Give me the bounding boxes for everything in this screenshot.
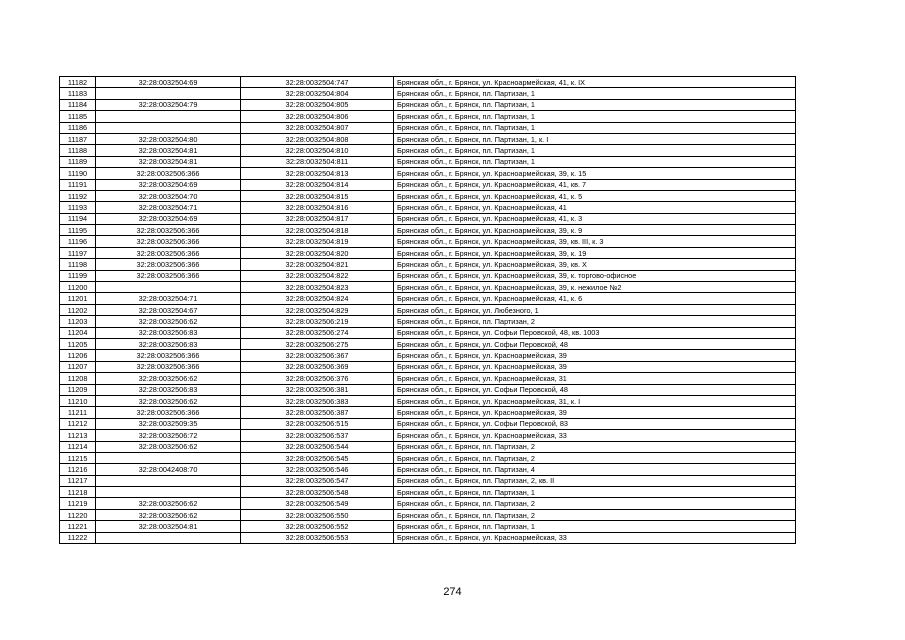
row-number-cell: 11198	[60, 259, 96, 270]
address-cell: Брянская обл., г. Брянск, ул. Красноармейская, 39, к. нежилое №2	[394, 282, 796, 293]
address-cell: Брянская обл., г. Брянск, ул. Софьи Перовской, 83	[394, 418, 796, 429]
address-cell: Брянская обл., г. Брянск, ул. Софьи Перовской, 48, кв. 1003	[394, 327, 796, 338]
address-cell: Брянская обл., г. Брянск, ул. Красноармейская, 39	[394, 407, 796, 418]
object-cadastral-number-cell: 32:28:0032506:546	[241, 464, 394, 475]
parcel-cadastral-number-cell: 32:28:0032504:81	[96, 521, 241, 532]
address-cell: Брянская обл., г. Брянск, пл. Партизан, 2, кв. II	[394, 475, 796, 486]
object-cadastral-number-cell: 32:28:0032504:747	[241, 77, 394, 88]
object-cadastral-number-cell: 32:28:0032504:823	[241, 282, 394, 293]
table-row	[60, 236, 796, 247]
address-cell: Брянская обл., г. Брянск, пл. Партизан, 4	[394, 464, 796, 475]
address-cell: Брянская обл., г. Брянск, ул. Красноармейская, 31	[394, 373, 796, 384]
parcel-cadastral-number-cell: 32:28:0042408:70	[96, 464, 241, 475]
row-number-cell: 11195	[60, 225, 96, 236]
object-cadastral-number-cell: 32:28:0032506:367	[241, 350, 394, 361]
parcel-cadastral-number-cell: 32:28:0032506:366	[96, 247, 241, 258]
row-number-cell: 11189	[60, 156, 96, 167]
table-row	[60, 122, 796, 133]
row-number-cell: 11212	[60, 418, 96, 429]
table-row	[60, 88, 796, 99]
object-cadastral-number-cell: 32:28:0032506:275	[241, 338, 394, 349]
object-cadastral-number-cell: 32:28:0032504:804	[241, 88, 394, 99]
object-cadastral-number-cell: 32:28:0032504:816	[241, 202, 394, 213]
parcel-cadastral-number-cell: 32:28:0032504:80	[96, 133, 241, 144]
address-cell: Брянская обл., г. Брянск, пл. Партизан, 1	[394, 99, 796, 110]
parcel-cadastral-number-cell	[96, 282, 241, 293]
address-cell: Брянская обл., г. Брянск, ул. Красноармейская, 39, к. 15	[394, 168, 796, 179]
parcel-cadastral-number-cell	[96, 88, 241, 99]
address-cell: Брянская обл., г. Брянск, ул. Красноармейская, 39, к. 9	[394, 225, 796, 236]
parcel-cadastral-number-cell: 32:28:0032506:62	[96, 509, 241, 520]
table-row	[60, 327, 796, 338]
object-cadastral-number-cell: 32:28:0032504:811	[241, 156, 394, 167]
address-cell: Брянская обл., г. Брянск, ул. Красноармейская, 41, кв. 7	[394, 179, 796, 190]
address-cell: Брянская обл., г. Брянск, ул. Красноармейская, 39	[394, 350, 796, 361]
row-number-cell: 11187	[60, 133, 96, 144]
row-number-cell: 11219	[60, 498, 96, 509]
address-cell: Брянская обл., г. Брянск, ул. Красноармейская, 39, к. 19	[394, 247, 796, 258]
table-row	[60, 418, 796, 429]
row-number-cell: 11186	[60, 122, 96, 133]
row-number-cell: 11203	[60, 316, 96, 327]
row-number-cell: 11182	[60, 77, 96, 88]
parcel-cadastral-number-cell: 32:28:0032506:62	[96, 395, 241, 406]
object-cadastral-number-cell: 32:28:0032506:219	[241, 316, 394, 327]
parcel-cadastral-number-cell: 32:28:0032506:366	[96, 259, 241, 270]
row-number-cell: 11194	[60, 213, 96, 224]
parcel-cadastral-number-cell: 32:28:0032504:69	[96, 179, 241, 190]
table-body	[60, 77, 796, 544]
parcel-cadastral-number-cell: 32:28:0032506:366	[96, 236, 241, 247]
table-row	[60, 213, 796, 224]
object-cadastral-number-cell: 32:28:0032504:821	[241, 259, 394, 270]
table-row	[60, 521, 796, 532]
object-cadastral-number-cell: 32:28:0032504:805	[241, 99, 394, 110]
row-number-cell: 11213	[60, 430, 96, 441]
parcel-cadastral-number-cell: 32:28:0032504:71	[96, 202, 241, 213]
object-cadastral-number-cell: 32:28:0032504:806	[241, 111, 394, 122]
object-cadastral-number-cell: 32:28:0032506:545	[241, 452, 394, 463]
object-cadastral-number-cell: 32:28:0032504:807	[241, 122, 394, 133]
address-cell: Брянская обл., г. Брянск, пл. Партизан, 2	[394, 316, 796, 327]
parcel-cadastral-number-cell: 32:28:0032504:67	[96, 304, 241, 315]
object-cadastral-number-cell: 32:28:0032504:810	[241, 145, 394, 156]
object-cadastral-number-cell: 32:28:0032506:553	[241, 532, 394, 543]
table-row	[60, 168, 796, 179]
row-number-cell: 11207	[60, 361, 96, 372]
row-number-cell: 11209	[60, 384, 96, 395]
object-cadastral-number-cell: 32:28:0032506:515	[241, 418, 394, 429]
object-cadastral-number-cell: 32:28:0032506:369	[241, 361, 394, 372]
parcel-cadastral-number-cell: 32:28:0032506:83	[96, 338, 241, 349]
parcel-cadastral-number-cell: 32:28:0032504:69	[96, 213, 241, 224]
row-number-cell: 11208	[60, 373, 96, 384]
address-cell: Брянская обл., г. Брянск, ул. Красноармейская, 33	[394, 532, 796, 543]
parcel-cadastral-number-cell: 32:28:0032504:79	[96, 99, 241, 110]
parcel-cadastral-number-cell: 32:28:0032504:81	[96, 156, 241, 167]
parcel-cadastral-number-cell: 32:28:0032506:62	[96, 441, 241, 452]
table-row	[60, 509, 796, 520]
row-number-cell: 11210	[60, 395, 96, 406]
table-row	[60, 304, 796, 315]
parcel-cadastral-number-cell: 32:28:0032506:72	[96, 430, 241, 441]
table-row	[60, 384, 796, 395]
parcel-cadastral-number-cell	[96, 487, 241, 498]
row-number-cell: 11214	[60, 441, 96, 452]
address-cell: Брянская обл., г. Брянск, пл. Партизан, 1	[394, 145, 796, 156]
row-number-cell: 11196	[60, 236, 96, 247]
table-row	[60, 202, 796, 213]
object-cadastral-number-cell: 32:28:0032504:820	[241, 247, 394, 258]
parcel-cadastral-number-cell	[96, 452, 241, 463]
address-cell: Брянская обл., г. Брянск, пл. Партизан, 2	[394, 441, 796, 452]
address-cell: Брянская обл., г. Брянск, пл. Партизан, 2	[394, 509, 796, 520]
table-row	[60, 464, 796, 475]
table-row	[60, 395, 796, 406]
object-cadastral-number-cell: 32:28:0032504:815	[241, 190, 394, 201]
object-cadastral-number-cell: 32:28:0032506:383	[241, 395, 394, 406]
table-row	[60, 430, 796, 441]
row-number-cell: 11188	[60, 145, 96, 156]
cadastral-table	[59, 76, 796, 544]
table-row	[60, 316, 796, 327]
object-cadastral-number-cell: 32:28:0032506:547	[241, 475, 394, 486]
row-number-cell: 11199	[60, 270, 96, 281]
row-number-cell: 11202	[60, 304, 96, 315]
parcel-cadastral-number-cell: 32:28:0032509:35	[96, 418, 241, 429]
page-number: 274	[443, 586, 462, 598]
table-row	[60, 282, 796, 293]
parcel-cadastral-number-cell: 32:28:0032506:62	[96, 373, 241, 384]
table-row	[60, 270, 796, 281]
address-cell: Брянская обл., г. Брянск, пл. Партизан, 1, к. I	[394, 133, 796, 144]
address-cell: Брянская обл., г. Брянск, пл. Партизан, 1	[394, 521, 796, 532]
table-row	[60, 441, 796, 452]
table-row	[60, 487, 796, 498]
row-number-cell: 11200	[60, 282, 96, 293]
address-cell: Брянская обл., г. Брянск, ул. Софьи Перовской, 48	[394, 384, 796, 395]
parcel-cadastral-number-cell: 32:28:0032506:366	[96, 407, 241, 418]
object-cadastral-number-cell: 32:28:0032506:544	[241, 441, 394, 452]
address-cell: Брянская обл., г. Брянск, ул. Красноармейская, 33	[394, 430, 796, 441]
row-number-cell: 11216	[60, 464, 96, 475]
row-number-cell: 11190	[60, 168, 96, 179]
table-row	[60, 338, 796, 349]
parcel-cadastral-number-cell: 32:28:0032504:71	[96, 293, 241, 304]
parcel-cadastral-number-cell	[96, 475, 241, 486]
address-cell: Брянская обл., г. Брянск, ул. Красноармейская, 31, к. I	[394, 395, 796, 406]
object-cadastral-number-cell: 32:28:0032504:818	[241, 225, 394, 236]
table-row	[60, 111, 796, 122]
address-cell: Брянская обл., г. Брянск, ул. Софьи Перовской, 48	[394, 338, 796, 349]
parcel-cadastral-number-cell: 32:28:0032506:366	[96, 168, 241, 179]
address-cell: Брянская обл., г. Брянск, ул. Красноармейская, 41, к. 5	[394, 190, 796, 201]
parcel-cadastral-number-cell: 32:28:0032506:366	[96, 270, 241, 281]
address-cell: Брянская обл., г. Брянск, ул. Красноармейская, 41, к. 6	[394, 293, 796, 304]
address-cell: Брянская обл., г. Брянск, пл. Партизан, 1	[394, 122, 796, 133]
row-number-cell: 11193	[60, 202, 96, 213]
address-cell: Брянская обл., г. Брянск, ул. Красноармейская, 41, к. IX	[394, 77, 796, 88]
object-cadastral-number-cell: 32:28:0032506:387	[241, 407, 394, 418]
object-cadastral-number-cell: 32:28:0032504:829	[241, 304, 394, 315]
table-row	[60, 156, 796, 167]
row-number-cell: 11192	[60, 190, 96, 201]
address-cell: Брянская обл., г. Брянск, ул. Красноармейская, 39, кв. III, к. 3	[394, 236, 796, 247]
object-cadastral-number-cell: 32:28:0032504:819	[241, 236, 394, 247]
address-cell: Брянская обл., г. Брянск, ул. Красноармейская, 41	[394, 202, 796, 213]
parcel-cadastral-number-cell: 32:28:0032504:70	[96, 190, 241, 201]
table-row	[60, 532, 796, 543]
table-row	[60, 247, 796, 258]
address-cell: Брянская обл., г. Брянск, пл. Партизан, 1	[394, 156, 796, 167]
parcel-cadastral-number-cell: 32:28:0032506:62	[96, 498, 241, 509]
parcel-cadastral-number-cell: 32:28:0032506:366	[96, 350, 241, 361]
table-row	[60, 361, 796, 372]
object-cadastral-number-cell: 32:28:0032504:808	[241, 133, 394, 144]
address-cell: Брянская обл., г. Брянск, ул. Любезного, 1	[394, 304, 796, 315]
address-cell: Брянская обл., г. Брянск, ул. Красноармейская, 41, к. 3	[394, 213, 796, 224]
object-cadastral-number-cell: 32:28:0032504:824	[241, 293, 394, 304]
object-cadastral-number-cell: 32:28:0032506:381	[241, 384, 394, 395]
row-number-cell: 11218	[60, 487, 96, 498]
table-row	[60, 452, 796, 463]
row-number-cell: 11197	[60, 247, 96, 258]
row-number-cell: 11204	[60, 327, 96, 338]
object-cadastral-number-cell: 32:28:0032506:376	[241, 373, 394, 384]
table-row	[60, 190, 796, 201]
object-cadastral-number-cell: 32:28:0032504:817	[241, 213, 394, 224]
row-number-cell: 11184	[60, 99, 96, 110]
object-cadastral-number-cell: 32:28:0032504:814	[241, 179, 394, 190]
parcel-cadastral-number-cell: 32:28:0032504:81	[96, 145, 241, 156]
table-row	[60, 373, 796, 384]
row-number-cell: 11211	[60, 407, 96, 418]
table-row	[60, 350, 796, 361]
table-row	[60, 179, 796, 190]
object-cadastral-number-cell: 32:28:0032506:274	[241, 327, 394, 338]
row-number-cell: 11185	[60, 111, 96, 122]
row-number-cell: 11201	[60, 293, 96, 304]
table-row	[60, 99, 796, 110]
table-row	[60, 259, 796, 270]
address-cell: Брянская обл., г. Брянск, ул. Красноармейская, 39, к. торгово-офисное	[394, 270, 796, 281]
parcel-cadastral-number-cell: 32:28:0032506:83	[96, 384, 241, 395]
object-cadastral-number-cell: 32:28:0032506:550	[241, 509, 394, 520]
table-row	[60, 133, 796, 144]
object-cadastral-number-cell: 32:28:0032506:537	[241, 430, 394, 441]
address-cell: Брянская обл., г. Брянск, ул. Красноармейская, 39	[394, 361, 796, 372]
row-number-cell: 11183	[60, 88, 96, 99]
parcel-cadastral-number-cell	[96, 122, 241, 133]
parcel-cadastral-number-cell	[96, 111, 241, 122]
table-row	[60, 145, 796, 156]
table-row	[60, 498, 796, 509]
parcel-cadastral-number-cell: 32:28:0032504:69	[96, 77, 241, 88]
parcel-cadastral-number-cell	[96, 532, 241, 543]
object-cadastral-number-cell: 32:28:0032506:548	[241, 487, 394, 498]
parcel-cadastral-number-cell: 32:28:0032506:366	[96, 225, 241, 236]
object-cadastral-number-cell: 32:28:0032504:822	[241, 270, 394, 281]
address-cell: Брянская обл., г. Брянск, пл. Партизан, 1	[394, 487, 796, 498]
parcel-cadastral-number-cell: 32:28:0032506:366	[96, 361, 241, 372]
address-cell: Брянская обл., г. Брянск, пл. Партизан, 1	[394, 111, 796, 122]
row-number-cell: 11206	[60, 350, 96, 361]
object-cadastral-number-cell: 32:28:0032506:549	[241, 498, 394, 509]
table-row	[60, 407, 796, 418]
row-number-cell: 11205	[60, 338, 96, 349]
table-row	[60, 475, 796, 486]
row-number-cell: 11215	[60, 452, 96, 463]
address-cell: Брянская обл., г. Брянск, ул. Красноармейская, 39, кв. X	[394, 259, 796, 270]
row-number-cell: 11217	[60, 475, 96, 486]
table-row	[60, 77, 796, 88]
row-number-cell: 11220	[60, 509, 96, 520]
table-row	[60, 293, 796, 304]
row-number-cell: 11222	[60, 532, 96, 543]
row-number-cell: 11221	[60, 521, 96, 532]
parcel-cadastral-number-cell: 32:28:0032506:62	[96, 316, 241, 327]
parcel-cadastral-number-cell: 32:28:0032506:83	[96, 327, 241, 338]
row-number-cell: 11191	[60, 179, 96, 190]
address-cell: Брянская обл., г. Брянск, пл. Партизан, 2	[394, 452, 796, 463]
address-cell: Брянская обл., г. Брянск, пл. Партизан, 1	[394, 88, 796, 99]
object-cadastral-number-cell: 32:28:0032506:552	[241, 521, 394, 532]
table-row	[60, 225, 796, 236]
address-cell: Брянская обл., г. Брянск, пл. Партизан, 2	[394, 498, 796, 509]
object-cadastral-number-cell: 32:28:0032504:813	[241, 168, 394, 179]
